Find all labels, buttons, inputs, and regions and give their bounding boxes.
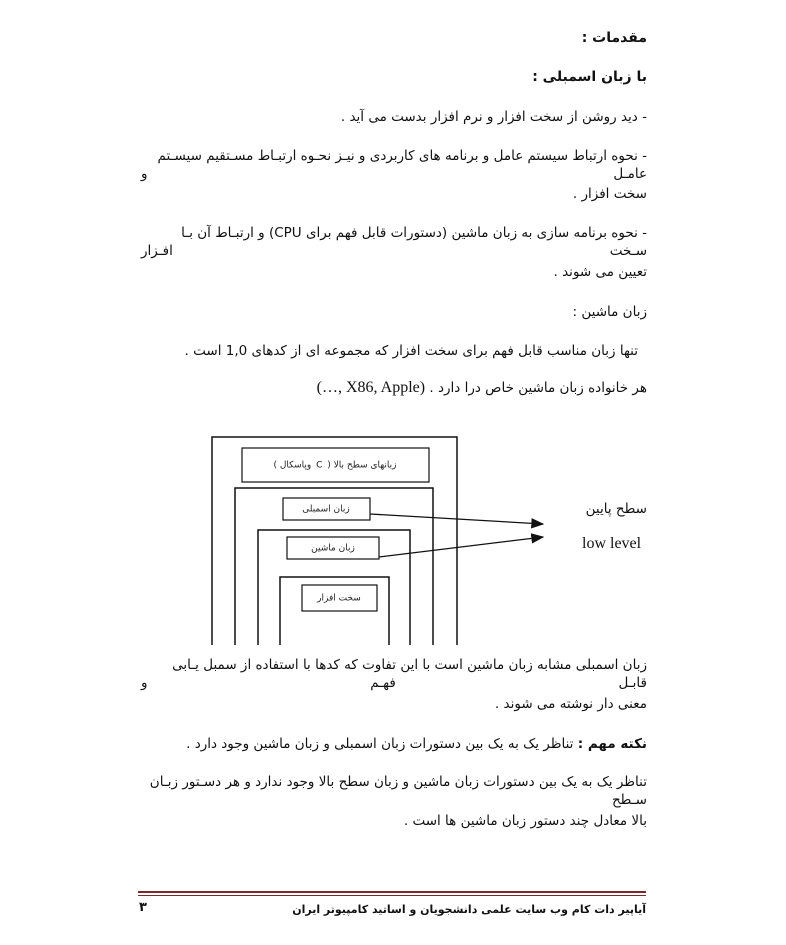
bullet-2-line-2: سخت افزار .: [572, 186, 647, 202]
assembly-paragraph-line-1: زبان اسمبلی مشابه زبان ماشین است با این تفاوت که کدها با استفاده از سمبل یـابی قابـل فهـم و: [141, 657, 647, 691]
note-label: نکته مهم :: [577, 736, 647, 752]
bullet-3-line-2: تعیین می شوند .: [553, 264, 647, 280]
family-line-persian: هر خانواده زبان ماشین خاص درا دارد .: [429, 380, 647, 396]
bullet-1: - دید روشن از سخت افزار و نرم افزار بدست می آید .: [340, 109, 647, 125]
heading-assembly: با زبان اسمبلی :: [532, 69, 647, 85]
footer-rule-thin: [138, 895, 646, 896]
bullet-2-line-1: - نحوه ارتباط سیستم عامل و برنامه های کاربردی و نیـز نحـوه ارتبـاط مسـتقیم سیسـتم عامـل و: [141, 148, 647, 182]
note-line: [186, 735, 647, 753]
box-machine-label: زبان ماشین: [311, 543, 355, 554]
note-text: تناظر یک به یک بین دستورات زبان اسمبلی و زبان ماشین وجود دارد .: [186, 736, 574, 752]
footer-site-text: آیاپیر دات کام وب سایت علمی دانشجویان و اساتید کامپیوتر ایران: [292, 903, 646, 916]
box-hardware-label: سخت افزار: [317, 593, 361, 604]
bullet-3-line-1: - نحوه برنامه سازی به زبان ماشین (دستورات قابل فهم برای CPU) و ارتبـاط آن بـا سـخت افـزار: [141, 225, 647, 259]
heading-intro: مقدمات :: [581, 30, 647, 46]
machine-language-heading: زبان ماشین :: [572, 304, 647, 320]
machine-language-description: تنها زبان مناسب قابل فهم برای سخت افزار که مجموعه ای از کدهای 1,0 است .: [184, 343, 638, 359]
high-level-paragraph-line-2: بالا معادل چند دستور زبان ماشین ها است .: [403, 813, 647, 829]
high-level-paragraph-line-1: تناظر یک به یک بین دستورات زبان ماشین و زبان سطح بالا وجود ندارد و هر دسـتور زبـان سـطح: [149, 774, 647, 808]
footer-rule-thick: [138, 891, 646, 893]
box-assembly-label: زبان اسمبلی: [302, 504, 350, 515]
arrow-machine-to-low-level: [379, 537, 543, 557]
label-low-level-english: low level: [582, 535, 642, 552]
box-high-level-label: زبانهای سطح بالا ( C وپاسکال ): [273, 460, 397, 471]
family-line-examples: (…, X86, Apple): [316, 379, 426, 396]
page-number: ۳: [139, 900, 147, 915]
assembly-paragraph-line-2: معنی دار نوشته می شوند .: [494, 696, 647, 712]
label-low-level-persian: سطح پایین: [585, 501, 647, 517]
